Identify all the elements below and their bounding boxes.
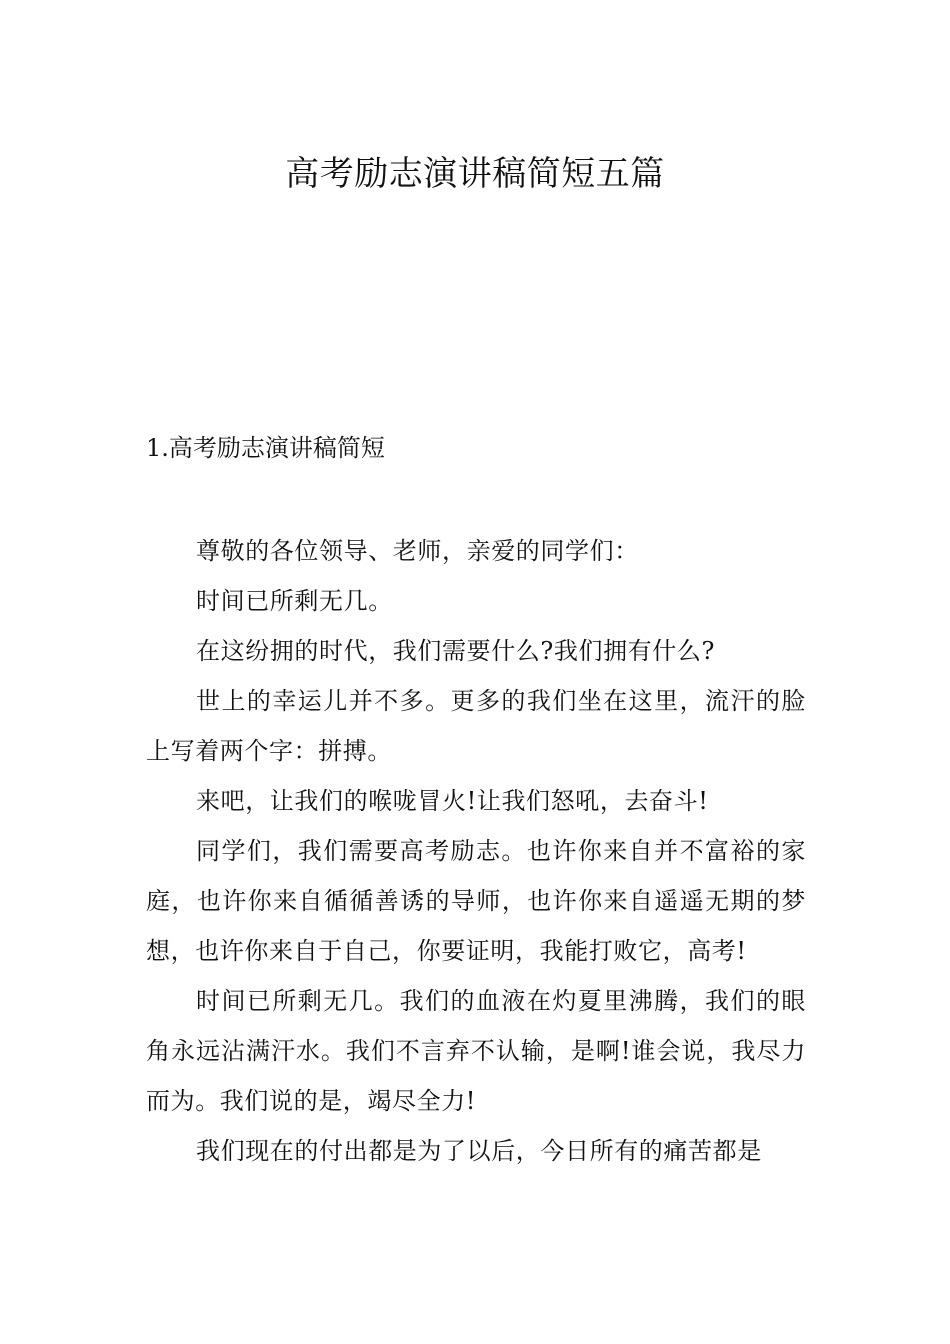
paragraph: 时间已所剩无几。我们的血液在灼夏里沸腾，我们的眼角永远沾满汗水。我们不言弃不认输，是啊!谁会说，我尽力而为。我们说的是，竭尽全力! [146, 987, 806, 1115]
paragraph: 在这纷拥的时代，我们需要什么?我们拥有什么? [196, 637, 715, 665]
section-heading: 1.高考励志演讲稿简短 [146, 434, 385, 462]
paragraph: 我们现在的付出都是为了以后，今日所有的痛苦都是 [196, 1137, 762, 1165]
paragraph-greeting: 尊敬的各位领导、老师，亲爱的同学们： [196, 537, 639, 565]
speech-body [146, 526, 806, 1176]
paragraph: 同学们，我们需要高考励志。也许你来自并不富裕的家庭，也许你来自循循善诱的导师，也许你来自遥遥无期的梦想，也许你来自于自己，你要证明，我能打败它，高考! [146, 837, 806, 965]
document-title: 高考励志演讲稿简短五篇 [285, 153, 665, 194]
paragraph: 时间已所剩无几。 [196, 587, 393, 615]
paragraph: 世上的幸运儿并不多。更多的我们坐在这里，流汗的脸上写着两个字：拼搏。 [146, 687, 806, 765]
paragraph: 来吧，让我们的喉咙冒火!让我们怒吼，去奋斗! [196, 787, 709, 815]
